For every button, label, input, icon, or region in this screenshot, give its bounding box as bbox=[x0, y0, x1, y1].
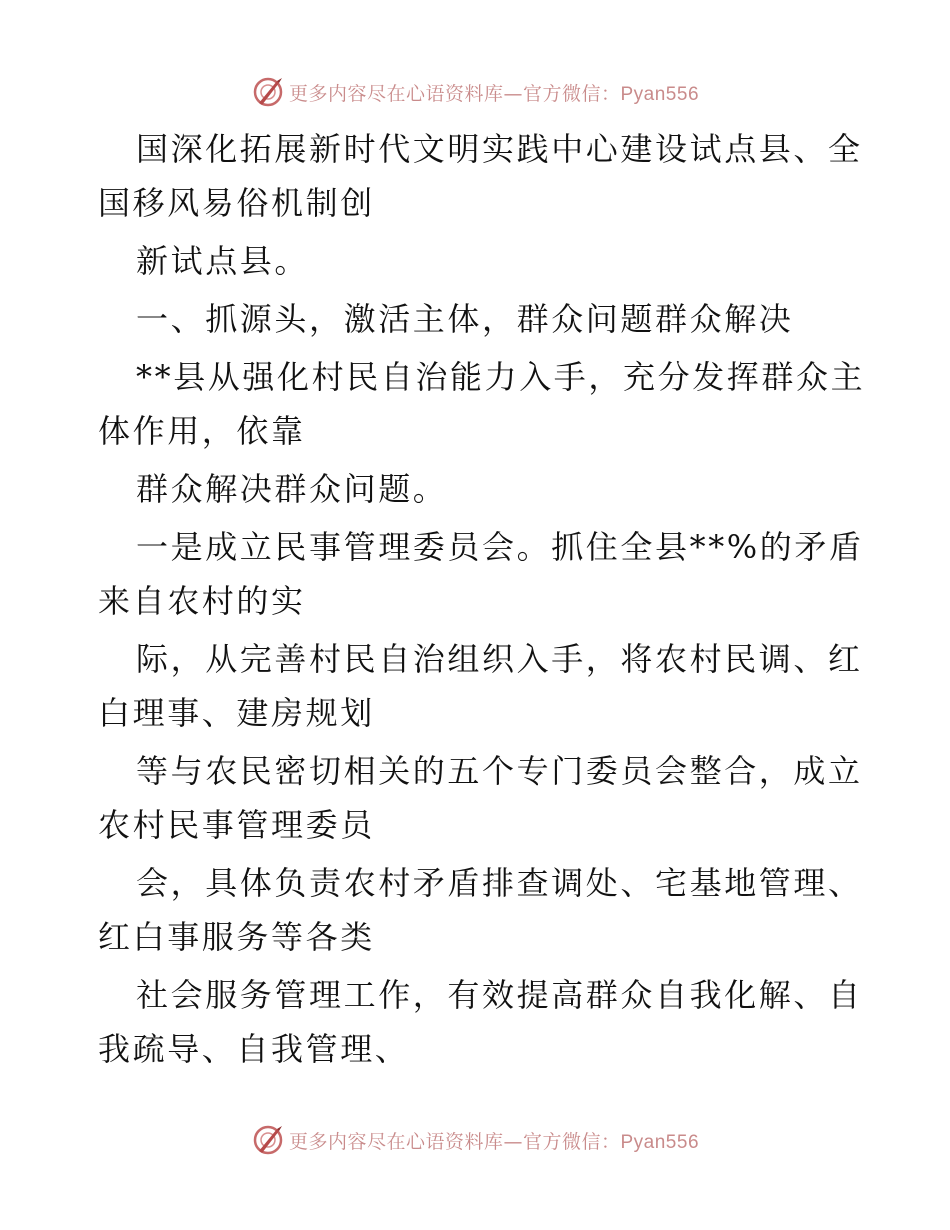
body-line: 农村民事管理委员 bbox=[98, 806, 375, 844]
watermark-account: Pyan556 bbox=[620, 1131, 700, 1153]
body-line: 白理事、建房规划 bbox=[98, 694, 375, 732]
body-line: 红白事服务等各类 bbox=[98, 918, 375, 956]
watermark-suffix: 官方微信： bbox=[522, 1130, 621, 1153]
quill-logo-icon bbox=[251, 75, 285, 109]
body-line: 会，具体负责农村矛盾排查调处、宅基地管理、 bbox=[136, 864, 863, 902]
watermark-text bbox=[289, 79, 699, 106]
watermark-account: Pyan556 bbox=[620, 83, 700, 105]
watermark-separator: — bbox=[503, 82, 523, 105]
body-line: 来自农村的实 bbox=[98, 582, 306, 620]
body-line: 新试点县。 bbox=[136, 242, 310, 280]
watermark-brand: 更多内容尽在心语资料库 bbox=[288, 1130, 504, 1153]
section-heading: 一、抓源头，激活主体，群众问题群众解决 bbox=[136, 300, 794, 338]
document-body bbox=[98, 122, 866, 1076]
watermark-brand: 更多内容尽在心语资料库 bbox=[288, 82, 504, 105]
body-line: 一是成立民事管理委员会。抓住全县**%的矛盾 bbox=[136, 528, 864, 566]
body-line: 群众解决群众问题。 bbox=[136, 470, 448, 508]
body-line: 等与农民密切相关的五个专门委员会整合，成立 bbox=[136, 752, 863, 790]
body-line: 社会服务管理工作，有效提高群众自我化解、自 bbox=[136, 976, 863, 1014]
body-line: 国深化拓展新时代文明实践中心建设试点县、全 bbox=[136, 130, 863, 168]
watermark-suffix: 官方微信： bbox=[522, 82, 621, 105]
footer-watermark bbox=[0, 1120, 950, 1160]
body-line: 国移风易俗机制创 bbox=[98, 184, 375, 222]
body-line: **县从强化村民自治能力入手，充分发挥群众主 bbox=[136, 358, 866, 396]
body-line: 体作用，依靠 bbox=[98, 412, 306, 450]
body-line: 际，从完善村民自治组织入手，将农村民调、红 bbox=[136, 640, 863, 678]
watermark-text bbox=[289, 1127, 699, 1154]
quill-logo-icon bbox=[251, 1123, 285, 1157]
watermark-separator: — bbox=[503, 1130, 523, 1153]
header-watermark bbox=[0, 72, 950, 112]
body-line: 我疏导、自我管理、 bbox=[98, 1030, 410, 1068]
